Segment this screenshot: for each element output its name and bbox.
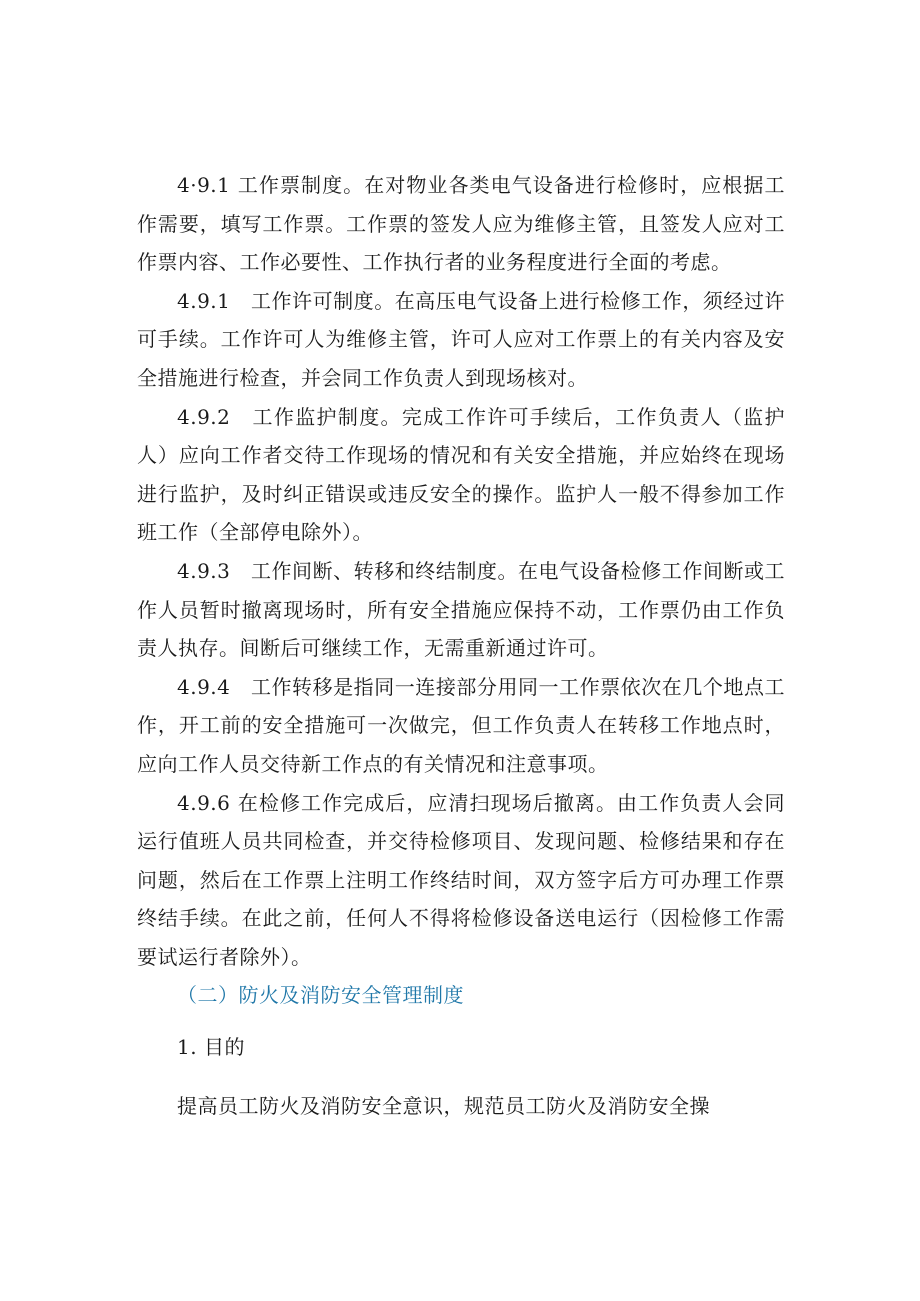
- paragraph-4-9-3-interruption: 4.9.3 工作间断、转移和终结制度。在电气设备检修工作间断或工作人员暂时撤离现场时，所有安全措施应保持不动，工作票仍由工作负责人执存。间断后可继续工作，无需重新通过许可。: [137, 558, 785, 661]
- paragraph-4-9-1-work-permit: 4.9.1 工作许可制度。在高压电气设备上进行检修工作，须经过许可手续。工作许可人为维修主管，许可人应对工作票上的有关内容及安全措施进行检查，并会同工作负责人到现场核对。: [137, 288, 785, 390]
- subsection-heading: 1. 目的: [177, 1035, 245, 1060]
- paragraph-4-9-1-work-ticket: 4·9.1 工作票制度。在对物业各类电气设备进行检修时，应根据工作需要，填写工作票。工作票的签发人应为维修主管，且签发人应对工作票内容、工作必要性、工作执行者的业务程度进行全面的考虑。: [137, 173, 785, 275]
- paragraph-4-9-2-supervision: 4.9.2 工作监护制度。完成工作许可手续后，工作负责人（监护人）应向工作者交待工作现场的情况和有关安全措施，并应始终在现场进行监护，及时纠正错误或违反安全的操作。监护人一般不得参加工作班工作（全部停电除外）。: [137, 404, 785, 545]
- paragraph-4-9-4-transfer: 4.9.4 工作转移是指同一连接部分用同一工作票依次在几个地点工作，开工前的安全措施可一次做完，但工作负责人在转移工作地点时，应向工作人员交待新工作点的有关情况和注意事项。: [137, 674, 785, 776]
- section-heading: （二）防火及消防安全管理制度: [177, 983, 464, 1008]
- paragraph-4-9-6-completion: 4.9.6 在检修工作完成后，应清扫现场后撤离。由工作负责人会同运行值班人员共同检查，并交待检修项目、发现问题、检修结果和存在问题，然后在工作票上注明工作终结时间，双方签字后方可办理工作票终结手续。在此之前，任何人不得将检修设备送电运行（因检修工作需要试运行者除外）。: [137, 790, 785, 969]
- document-body: [137, 166, 785, 1125]
- purpose-paragraph: 提高员工防火及消防安全意识，规范员工防火及消防安全操: [177, 1093, 710, 1118]
